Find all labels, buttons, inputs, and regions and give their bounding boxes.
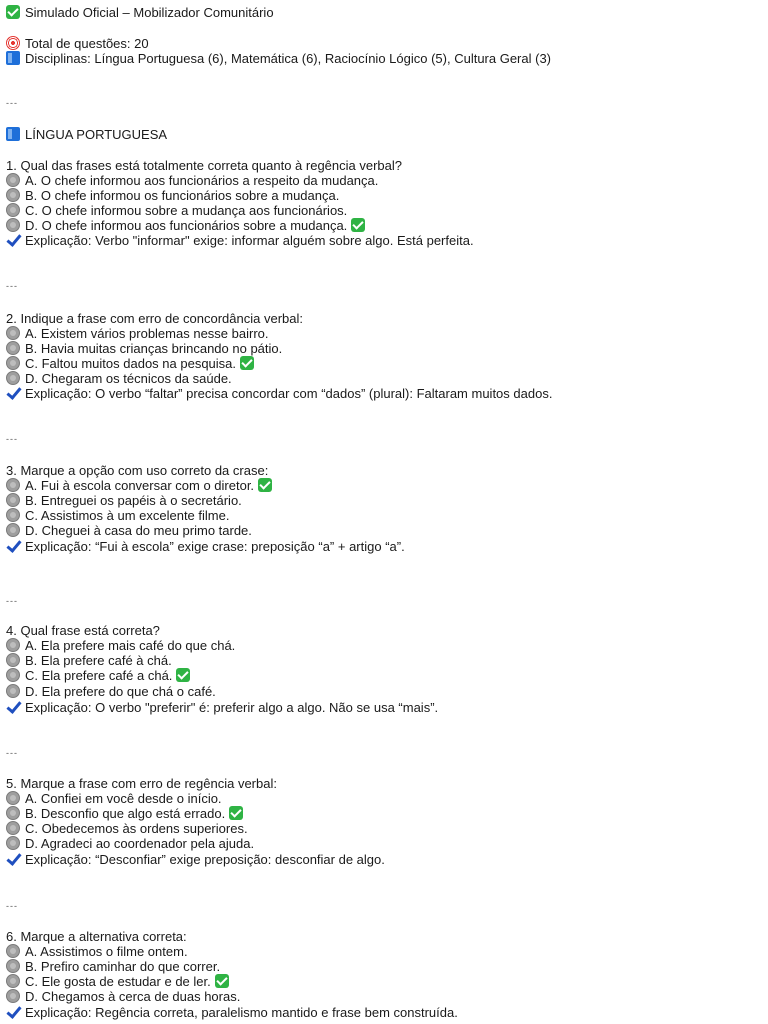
radio-icon (6, 944, 20, 958)
separator: --- (6, 434, 18, 444)
option-label: A. Confiei em você desde o início. (25, 791, 222, 806)
option-label: C. Faltou muitos dados na pesquisa. (25, 356, 237, 371)
option-a (6, 478, 272, 493)
option-b (6, 188, 339, 203)
explanation-text: Explicação: “Fui à escola” exige crase: preposição “a” + artigo “a”. (25, 539, 405, 554)
radio-icon (6, 974, 20, 988)
option-c (6, 203, 347, 218)
option-label: C. Ela prefere café a chá. (25, 668, 173, 683)
radio-icon (6, 653, 20, 667)
option-label: C. Obedecemos às ordens superiores. (25, 821, 248, 836)
disciplines: Disciplinas: Língua Portuguesa (6), Matemática (6), Raciocínio Lógico (5), Cultura Geral (3) (25, 51, 552, 66)
option-c (6, 668, 190, 683)
explanation (6, 233, 474, 248)
question-text: 5. Marque a frase com erro de regência verbal: (6, 776, 277, 791)
radio-icon (6, 326, 20, 340)
option-b (6, 806, 243, 821)
option-label: A. Fui à escola conversar com o diretor. (25, 478, 255, 493)
option-d (6, 523, 252, 538)
separator: --- (6, 98, 18, 108)
radio-icon (6, 684, 20, 698)
option-label: D. Chegaram os técnicos da saúde. (25, 371, 232, 386)
check-mark-icon (6, 700, 20, 714)
radio-icon (6, 493, 20, 507)
option-label: D. O chefe informou aos funcionários sobre a mudança. (25, 218, 348, 233)
option-label: B. Ela prefere café à chá. (25, 653, 172, 668)
radio-icon (6, 218, 20, 232)
option-d (6, 989, 240, 1004)
radio-icon (6, 371, 20, 385)
explanation (6, 700, 438, 715)
total-line (6, 36, 149, 51)
option-a (6, 791, 222, 806)
check-mark-icon (6, 386, 20, 400)
option-d (6, 836, 254, 851)
radio-icon (6, 173, 20, 187)
explanation-text: Explicação: O verbo “faltar” precisa concordar com “dados” (plural): Faltaram muitos dados. (25, 386, 553, 401)
explanation-text: Explicação: “Desconfiar” exige preposição: desconfiar de algo. (25, 852, 385, 867)
option-b (6, 341, 282, 356)
radio-icon (6, 188, 20, 202)
option-d (6, 684, 216, 699)
correct-answer-icon (215, 974, 229, 988)
correct-answer-icon (258, 478, 272, 492)
correct-answer-icon (240, 356, 254, 370)
radio-icon (6, 806, 20, 820)
option-label: A. O chefe informou aos funcionários a respeito da mudança. (25, 173, 379, 188)
option-c (6, 974, 229, 989)
option-label: B. O chefe informou os funcionários sobre a mudança. (25, 188, 340, 203)
radio-icon (6, 959, 20, 973)
option-a (6, 326, 268, 341)
radio-icon (6, 989, 20, 1003)
explanation (6, 852, 385, 867)
option-label: D. Agradeci ao coordenador pela ajuda. (25, 836, 255, 851)
target-icon (6, 36, 20, 50)
option-label: A. Existem vários problemas nesse bairro. (25, 326, 269, 341)
option-label: A. Ela prefere mais café do que chá. (25, 638, 236, 653)
correct-answer-icon (351, 218, 365, 232)
option-a (6, 638, 235, 653)
question-text: 2. Indique a frase com erro de concordância verbal: (6, 311, 304, 326)
option-d (6, 218, 365, 233)
radio-icon (6, 791, 20, 805)
question-text: 1. Qual das frases está totalmente correta quanto à regência verbal? (6, 158, 403, 173)
option-b (6, 493, 242, 508)
option-c (6, 821, 248, 836)
option-b (6, 959, 220, 974)
option-label: C. Ele gosta de estudar e de ler. (25, 974, 211, 989)
section-title-line (6, 127, 167, 142)
separator: --- (6, 901, 18, 911)
check-mark-icon (6, 539, 20, 553)
option-label: C. O chefe informou sobre a mudança aos funcionários. (25, 203, 348, 218)
section-title: LÍNGUA PORTUGUESA (25, 127, 168, 142)
check-mark-icon (6, 852, 20, 866)
question-text: 4. Qual frase está correta? (6, 623, 160, 638)
radio-icon (6, 638, 20, 652)
option-c (6, 508, 229, 523)
option-label: D. Cheguei à casa do meu primo tarde. (25, 523, 252, 538)
explanation (6, 539, 405, 554)
option-label: B. Entreguei os papéis à o secretário. (25, 493, 242, 508)
separator: --- (6, 748, 18, 758)
separator: --- (6, 281, 18, 291)
option-label: D. Ela prefere do que chá o café. (25, 684, 216, 699)
total-questions: Total de questões: 20 (25, 36, 149, 51)
option-label: B. Prefiro caminhar do que correr. (25, 959, 221, 974)
radio-icon (6, 668, 20, 682)
doc-title-line (6, 5, 274, 20)
radio-icon (6, 836, 20, 850)
radio-icon (6, 341, 20, 355)
radio-icon (6, 821, 20, 835)
option-b (6, 653, 172, 668)
correct-answer-icon (229, 806, 243, 820)
question-text: 3. Marque a opção com uso correto da crase: (6, 463, 269, 478)
option-a (6, 944, 188, 959)
disciplines-line (6, 51, 551, 66)
blue-book-icon (6, 51, 20, 65)
option-d (6, 371, 232, 386)
radio-icon (6, 523, 20, 537)
check-mark-icon (6, 233, 20, 247)
question-text: 6. Marque a alternativa correta: (6, 929, 187, 944)
separator: --- (6, 596, 18, 606)
option-label: C. Assistimos à um excelente filme. (25, 508, 230, 523)
check-mark-icon (6, 1005, 20, 1019)
explanation-text: Explicação: Verbo "informar" exige: informar alguém sobre algo. Está perfeita. (25, 233, 474, 248)
explanation-text: Explicação: Regência correta, paralelismo mantido e frase bem construída. (25, 1005, 458, 1020)
option-c (6, 356, 254, 371)
explanation-text: Explicação: O verbo "preferir" é: preferir algo a algo. Não se usa “mais”. (25, 700, 439, 715)
radio-icon (6, 356, 20, 370)
radio-icon (6, 508, 20, 522)
option-label: D. Chegamos à cerca de duas horas. (25, 989, 241, 1004)
doc-title: Simulado Oficial – Mobilizador Comunitário (25, 5, 274, 20)
option-a (6, 173, 378, 188)
radio-icon (6, 203, 20, 217)
blue-book-icon (6, 127, 20, 141)
correct-answer-icon (176, 668, 190, 682)
explanation (6, 1005, 458, 1020)
radio-icon (6, 478, 20, 492)
explanation (6, 386, 552, 401)
option-label: B. Desconfio que algo está errado. (25, 806, 226, 821)
option-label: B. Havia muitas crianças brincando no pátio. (25, 341, 283, 356)
check-mark-icon (6, 5, 20, 19)
option-label: A. Assistimos o filme ontem. (25, 944, 188, 959)
